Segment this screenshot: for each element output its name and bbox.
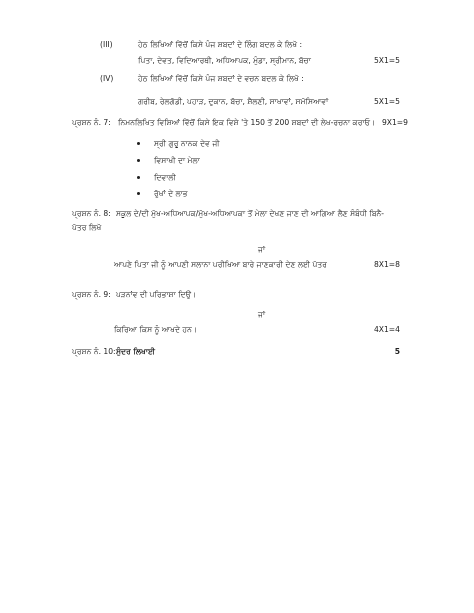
- q7-label: ਪ੍ਰਸ਼ਨ ਨੰ. 7:: [72, 118, 111, 127]
- q9-or: ਜਾਂ: [258, 310, 266, 319]
- q8-label: ਪ੍ਰਸ਼ਨ ਨੰ. 8:: [72, 209, 111, 218]
- q7-marks: 9X1=9: [381, 118, 408, 127]
- q9-text: ਪੜਨਾਂਵ ਦੀ ਪਰਿਭਾਸ਼ਾ ਦਿਉ।: [116, 290, 197, 299]
- bullet-icon: [137, 159, 140, 162]
- q8-text-line2: ਪੱਤਰ ਲਿਖੋ: [72, 223, 102, 232]
- q9-marks: 4X1=4: [373, 325, 400, 334]
- q6-iv-instruction: ਹੇਠ ਲਿਖਿਆਂ ਵਿੱਚੋਂ ਕਿਸੇ ਪੰਜ ਸ਼ਬਦਾਂ ਦੇ ਵਚਨ ਬਦਲ ਕੇ ਲਿਖੋ :: [138, 74, 304, 83]
- q6-iii-instruction: ਹੇਠ ਲਿਖਿਆਂ ਵਿੱਚੋਂ ਕਿਸੇ ਪੰਜ ਸ਼ਬਦਾਂ ਦੇ ਲਿੰਗ ਬਦਲ ਕੇ ਲਿਖੋ :: [138, 40, 303, 49]
- q10-marks: 5: [394, 347, 400, 356]
- q6-iii-marks: 5X1=5: [373, 56, 400, 65]
- bullet-icon: [137, 176, 140, 179]
- q6-iv-number: (IV): [100, 74, 114, 83]
- q8-or: ਜਾਂ: [258, 245, 266, 254]
- q8-alternative: ਆਪਣੇ ਪਿਤਾ ਜੀ ਨੂੰ ਆਪਣੀ ਸਲਾਨਾ ਪਰੀਖਿਆ ਬਾਰੇ ਜਾਣਕਾਰੀ ਦੇਣ ਲਈ ਪੱਤਰ: [114, 260, 327, 269]
- q8-marks: 8X1=8: [373, 260, 400, 269]
- bullet-icon: [137, 192, 140, 195]
- q6-iv-marks: 5X1=5: [373, 97, 400, 106]
- q7-topic: ਸ੍ਰੀ ਗੁਰੂ ਨਾਨਕ ਦੇਵ ਜੀ: [137, 139, 220, 148]
- q6-iii-number: (III): [100, 40, 113, 49]
- q7-topic: ਦਿਵਾਲੀ: [137, 173, 176, 182]
- q6-iii-words: ਪਿਤਾ, ਦੇਵਤ, ਵਿਦਿਆਰਥੀ, ਅਧਿਆਪਕ, ਮੁੰਡਾ, ਸ੍ਰੀਮਾਨ, ਬੱਚਾ: [138, 56, 311, 65]
- q7-text: ਨਿਮਨਲਿਖਿਤ ਵਿਸ਼ਿਆਂ ਵਿੱਚੋਂ ਕਿਸੇ ਇਕ ਵਿਸ਼ੇ 'ਤੇ 150 ਤੋਂ 200 ਸ਼ਬਦਾਂ ਦੀ ਲੇਖ-ਰਚਨਾ ਕਰਾਓ।: [118, 118, 376, 127]
- q10-label: ਪ੍ਰਸ਼ਨ ਨੰ. 10:: [72, 347, 116, 356]
- q7-topic: ਵਿਸਾਖੀ ਦਾ ਮੇਲਾ: [137, 156, 200, 165]
- bullet-icon: [137, 142, 140, 145]
- q6-iv-words: ਗਰੀਬ, ਰੇਲਗੱਡੀ, ਪਹਾੜ, ਦੁਕਾਨ, ਬੱਚਾ, ਸ਼ੈਲਣੀ, ਸਾਖਾਵਾਂ, ਸਮੱਸਿਆਵਾਂ: [138, 97, 329, 106]
- q7-topic: ਰੁੱਖਾਂ ਦੇ ਲਾਭ: [137, 189, 188, 198]
- q8-text-line1: ਸਕੂਲ ਦੇ/ਦੀ ਮੁੱਖ-ਅਧਿਆਪਕ/ਮੁੱਖ-ਅਧਿਆਪਕਾ ਤੋਂ ਮੇਲਾ ਦੇਖਣ ਜਾਣ ਦੀ ਆਗਿਆ ਲੈਣ ਸੰਬੰਧੀ ਬਿਨੈ-: [116, 209, 385, 218]
- q9-alternative: ਕਿਰਿਆ ਕਿਸ ਨੂੰ ਆਖਦੇ ਹਨ।: [114, 325, 197, 334]
- q9-label: ਪ੍ਰਸ਼ਨ ਨੰ. 9:: [72, 290, 111, 299]
- q10-text: ਸੁੰਦਰ ਲਿਖਾਈ: [116, 347, 156, 356]
